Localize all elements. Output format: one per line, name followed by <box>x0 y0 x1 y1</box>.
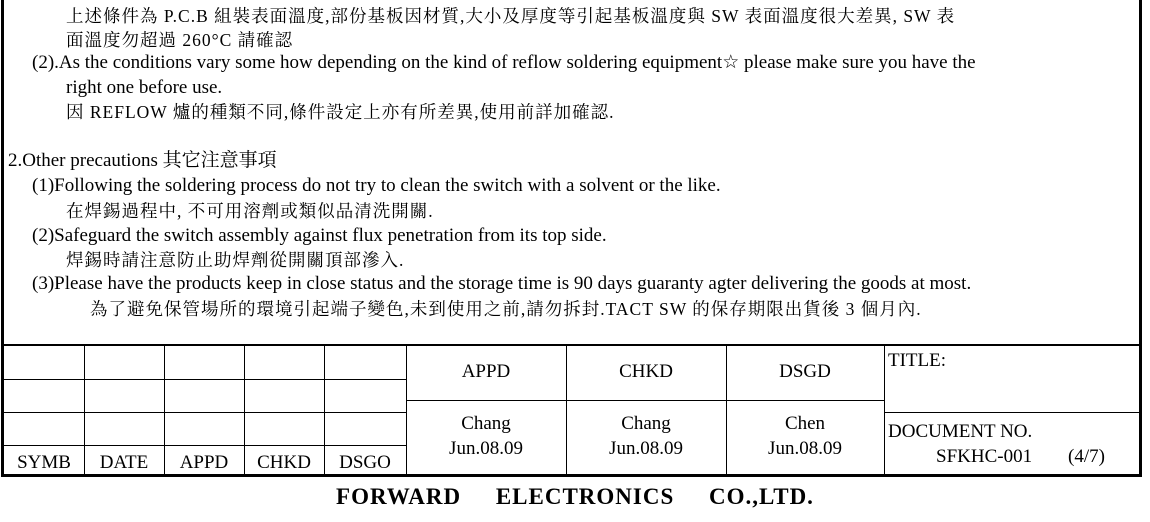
approval-name-appd: Chang <box>461 413 511 434</box>
approval-role-dsgd: DSGD <box>779 361 831 382</box>
body-line-5: 因 REFLOW 爐的種類不同,條件設定上亦有所差異,使用前詳加確認. <box>66 102 615 122</box>
body-line-2: 面溫度勿超過 260°C 請確認 <box>66 30 294 50</box>
body-line-10: 焊錫時請注意防止助焊劑從開關頂部滲入. <box>66 250 405 270</box>
approval-name-dsgd: Chen <box>784 413 826 434</box>
body-line-3: (2).As the conditions vary some how depending on the kind of reflow soldering equipment☆ please make sure you have the <box>32 52 976 73</box>
approval-role-appd: APPD <box>461 361 511 382</box>
approval-date-chkd: Jun.08.09 <box>609 438 683 459</box>
body-line-8: 在焊錫過程中, 不可用溶劑或類似品清洗開關. <box>66 201 434 221</box>
document-number: SFKHC-001 <box>936 446 1033 467</box>
document-no-label: DOCUMENT NO. <box>888 421 1033 442</box>
approval-date-appd: Jun.08.09 <box>449 438 523 459</box>
body-line-12: 為了避免保管場所的環境引起端子變色,未到使用之前,請勿拆封.TACT SW 的保存期限出貨後 3 個月內. <box>90 299 922 319</box>
body-line-1: 上述條件為 P.C.B 組裝表面溫度,部份基板因材質,大小及厚度等引起基板溫度與 SW 表面溫度很大差異, SW 表 <box>66 6 956 26</box>
body-line-7: (1)Following the soldering process do not try to clean the switch with a solvent or the like. <box>32 175 721 196</box>
company-name-footer: FORWARD ELECTRONICS CO.,LTD. <box>336 484 814 509</box>
section-heading-other-precautions: 2.Other precautions 其它注意事項 <box>8 150 277 171</box>
page-indicator: (4/7) <box>1068 446 1105 467</box>
approval-name-chkd: Chang <box>621 413 671 434</box>
header-symb: SYMB <box>17 452 71 473</box>
body-line-9: (2)Safeguard the switch assembly against flux penetration from its top side. <box>32 225 607 246</box>
title-label: TITLE: <box>888 350 947 371</box>
approval-date-dsgd: Jun.08.09 <box>768 438 842 459</box>
body-line-4: right one before use. <box>66 77 223 98</box>
title-block <box>4 344 1139 476</box>
body-line-11: (3)Please have the products keep in close status and the storage time is 90 days guaranty agter delivering the goods at most. <box>32 273 972 294</box>
header-chkd: CHKD <box>257 452 311 473</box>
header-dsgo: DSGO <box>339 452 391 473</box>
approval-role-chkd: CHKD <box>619 361 673 382</box>
header-date: DATE <box>99 452 149 473</box>
header-appd: APPD <box>179 452 229 473</box>
